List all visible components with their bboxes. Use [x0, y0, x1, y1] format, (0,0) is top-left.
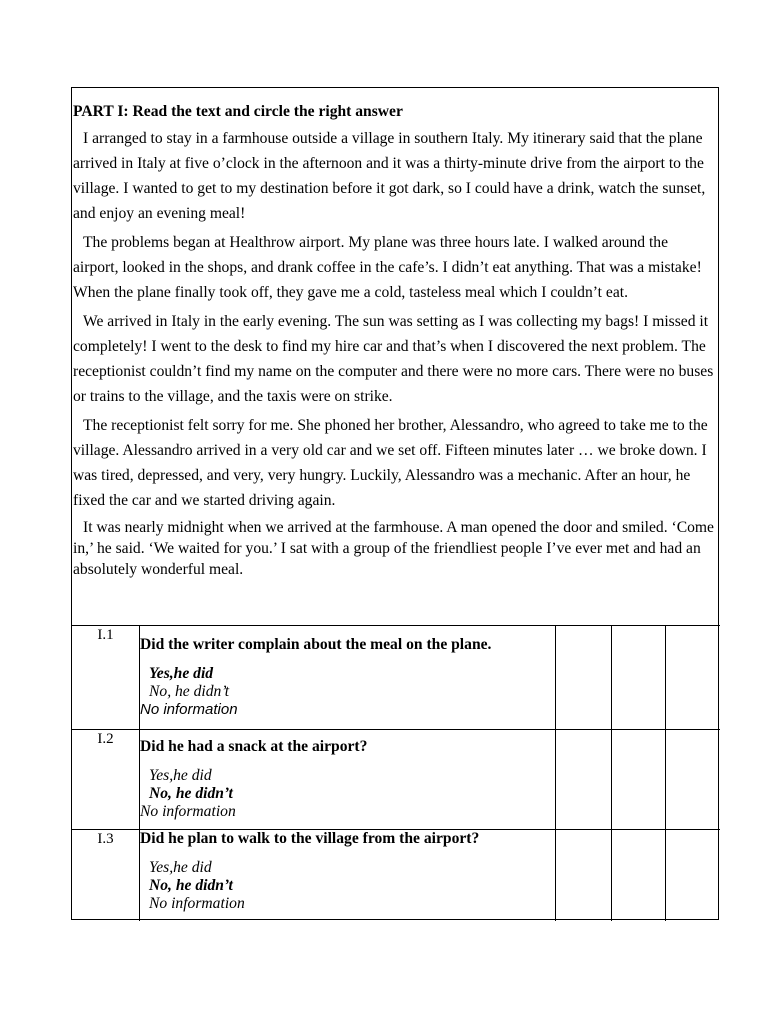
option-no-information[interactable]: No information	[140, 803, 236, 820]
option-yes[interactable]: Yes,he did	[149, 859, 212, 876]
option-no-information[interactable]: No information	[140, 701, 238, 718]
passage-paragraph-2: The problems began at Healthrow airport. My plane was three hours late. I walked around the airport, looked in the shops, and drank coffee in the cafe’s. I didn’t eat anything. That was a mistake! When the plane finally took off, they gave me a cold, tasteless meal which I couldn’t eat.	[73, 234, 702, 301]
question-row-1	[72, 626, 720, 730]
part-title: PART I: Read the text and circle the right answer	[73, 103, 403, 120]
answer-cell-2	[612, 730, 666, 829]
option-no[interactable]: No, he didn’t	[149, 877, 233, 894]
answer-cell-2	[612, 626, 666, 729]
question-text: Did he plan to walk to the village from the airport?	[140, 830, 480, 847]
question-number: I.1	[72, 626, 140, 729]
worksheet-table	[71, 87, 719, 920]
answer-cell-3	[666, 730, 720, 829]
answer-cell-1	[556, 626, 612, 729]
passage-paragraph-3: We arrived in Italy in the early evening. The sun was setting as I was collecting my bags! I missed it completely! I went to the desk to find my hire car and that’s when I discovered the next problem. The receptionist couldn’t find my name on the computer and there were no more cars. There were no buses or trains to the village, and the taxis were on strike.	[73, 313, 714, 405]
option-yes[interactable]: Yes,he did	[149, 767, 212, 784]
question-text: Did the writer complain about the meal on the plane.	[140, 636, 492, 653]
question-body	[140, 730, 556, 829]
answer-cell-1	[556, 730, 612, 829]
question-body	[140, 830, 556, 921]
passage-paragraph-4: The receptionist felt sorry for me. She phoned her brother, Alessandro, who agreed to take me to the village. Alessandro arrived in a very old car and we set off. Fifteen minutes later … we broke down. I was tired, depressed, and very, very hungry. Luckily, Alessandro was a mechanic. After an hour, he fixed the car and we started driving again.	[73, 417, 708, 509]
answer-cell-3	[666, 830, 720, 921]
option-yes[interactable]: Yes,he did	[149, 665, 214, 682]
question-text: Did he had a snack at the airport?	[140, 738, 368, 755]
question-row-3	[72, 830, 720, 921]
option-no-information[interactable]: No information	[149, 895, 245, 912]
question-number: I.2	[72, 730, 140, 829]
question-row-2	[72, 730, 720, 830]
passage-paragraph-1: I arranged to stay in a farmhouse outside a village in southern Italy. My itinerary said that the plane arrived in Italy at five o’clock in the afternoon and it was a thirty-minute drive from the airport to the village. I wanted to get to my destination before it got dark, so I could have a drink, watch the sunset, and enjoy an evening meal!	[73, 130, 706, 222]
answer-cell-3	[666, 626, 720, 729]
question-body	[140, 626, 556, 729]
option-no[interactable]: No, he didn’t	[149, 785, 233, 802]
question-number: I.3	[72, 830, 140, 921]
answer-cell-2	[612, 830, 666, 921]
passage-paragraph-5: It was nearly midnight when we arrived at the farmhouse. A man opened the door and smiled. ‘Come in,’ he said. ‘We waited for you.’ I sat with a group of the friendliest people I’ve ever met and had an absolutely wonderful meal.	[73, 519, 714, 578]
option-no[interactable]: No, he didn’t	[149, 683, 230, 700]
reading-passage	[72, 88, 720, 626]
answer-cell-1	[556, 830, 612, 921]
